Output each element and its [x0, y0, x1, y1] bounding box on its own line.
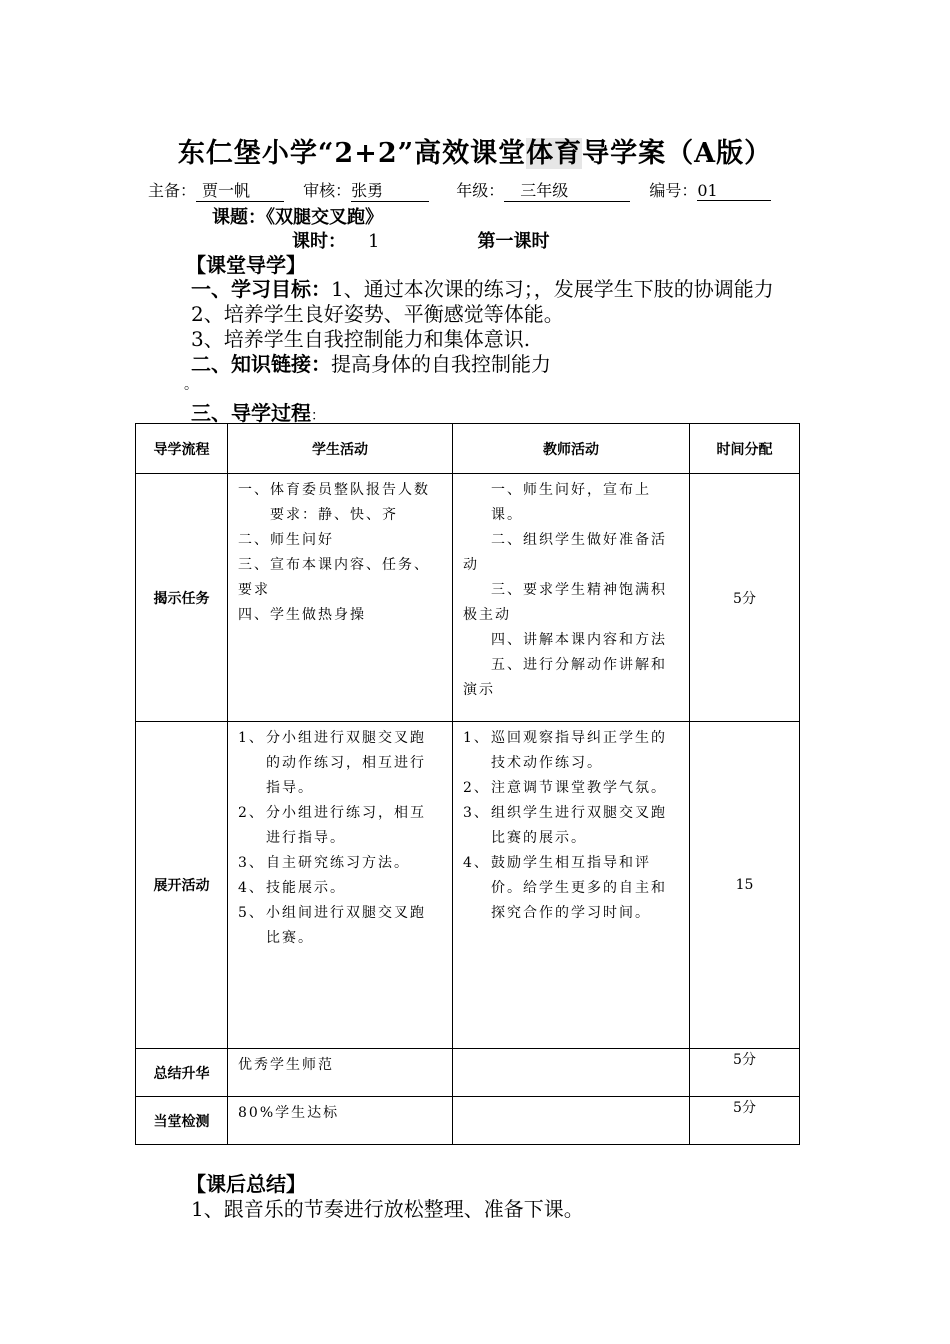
teacher-line: 一、师生问好，宣布上课。 [491, 482, 651, 523]
process-heading: 三、导学过程： [191, 401, 325, 425]
teacher-item: 3、 组织学生进行双腿交叉跑比赛的展示。 [463, 805, 667, 846]
lesson-period: 课时： 1 第一课时 [292, 231, 550, 252]
student-cell [228, 474, 453, 722]
table-row [136, 722, 800, 1049]
number-field: 01 [697, 181, 771, 201]
title-highlight: 体育 [526, 138, 583, 169]
stage-cell: 总结升华 [136, 1049, 228, 1097]
teacher-cell [453, 1049, 690, 1097]
knowledge-link: 二、知识链接：提高身体的自我控制能力 [191, 352, 551, 376]
stage-cell: 当堂检测 [136, 1097, 228, 1145]
student-item: 5、 小组间进行双腿交叉跑比赛。 [238, 905, 426, 946]
header-time: 时间分配 [690, 424, 800, 474]
student-cell [228, 722, 453, 1049]
student-item: 2、 分小组进行练习，相互进行指导。 [238, 805, 426, 846]
meta-line: 主备： 贾一帆 审核：张勇 年级： 三年级 编号：01 [148, 178, 771, 202]
teacher-line: 二、组织学生做好准备活动 [463, 532, 667, 573]
header-stage: 导学流程 [136, 424, 228, 474]
page-title: 东仁堡小学“2+2”高效课堂体育导学案（A版） [177, 138, 773, 169]
teacher-line: 四、讲解本课内容和方法 [491, 632, 667, 648]
table-row [136, 474, 800, 722]
time-cell: 5分 [690, 1049, 800, 1097]
student-line: 三、宣布本课内容、任务、要求 [238, 557, 430, 598]
time-cell: 5分 [690, 474, 800, 722]
summary-item: 1、跟音乐的节奏进行放松整理、准备下课。 [191, 1197, 584, 1221]
teacher-cell [453, 722, 690, 1049]
table-header-row [136, 424, 800, 474]
teacher-cell [453, 474, 690, 722]
student-item: 3、 自主研究练习方法。 [238, 855, 410, 871]
time-cell: 5分 [690, 1097, 800, 1145]
teacher-line: 三、要求学生精神饱满积极主动 [463, 582, 667, 623]
student-cell: 优秀学生师范 [228, 1049, 453, 1097]
editor-field: 贾一帆 [196, 178, 284, 202]
stray-mark: 。 [184, 377, 198, 393]
teacher-item: 2、 注意调节课堂教学气氛。 [463, 780, 667, 796]
student-line: 要求：静、快、齐 [270, 507, 398, 523]
student-line: 四、学生做热身操 [238, 607, 366, 623]
lesson-topic: 课题：《双腿交叉跑》 [212, 207, 383, 228]
header-student: 学生活动 [228, 424, 453, 474]
grade-field: 三年级 [504, 178, 630, 202]
student-item: 1、 分小组进行双腿交叉跑的动作练习，相互进行指导。 [238, 730, 426, 796]
student-line: 一、体育委员整队报告人数 [238, 482, 430, 498]
goal-1: 一、学习目标：1、通过本次课的练习；，发展学生下肢的协调能力 [191, 277, 774, 301]
student-cell: 80%学生达标 [228, 1097, 453, 1145]
header-teacher: 教师活动 [453, 424, 690, 474]
goal-2: 2、培养学生良好姿势、平衡感觉等体能。 [191, 302, 564, 326]
reviewer-field: 张勇 [351, 178, 429, 202]
summary-heading: 【课后总结】 [186, 1172, 306, 1196]
table-row [136, 1049, 800, 1097]
guide-heading: 【课堂导学】 [186, 253, 306, 277]
stage-cell: 展开活动 [136, 722, 228, 1049]
guide-table [135, 423, 800, 1145]
student-line: 二、师生问好 [238, 532, 334, 548]
student-item: 4、 技能展示。 [238, 880, 346, 896]
time-cell: 15 [690, 722, 800, 1049]
table-row [136, 1097, 800, 1145]
teacher-item: 4、 鼓励学生相互指导和评价。给学生更多的自主和探究合作的学习时间。 [463, 855, 667, 921]
teacher-cell [453, 1097, 690, 1145]
teacher-line: 五、进行分解动作讲解和演示 [463, 657, 667, 698]
goal-3: 3、培养学生自我控制能力和集体意识. [191, 327, 531, 351]
stage-cell: 揭示任务 [136, 474, 228, 722]
teacher-item: 1、 巡回观察指导纠正学生的技术动作练习。 [463, 730, 667, 771]
